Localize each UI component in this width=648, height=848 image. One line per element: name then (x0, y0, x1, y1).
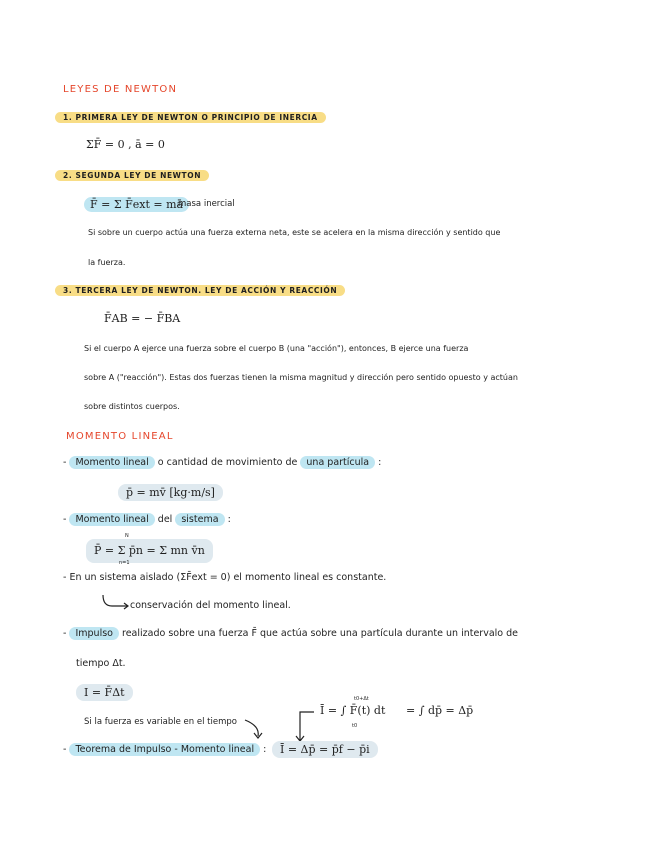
law2-formula: F̄ = Σ F̄ext = mā (84, 197, 189, 212)
dash: - (63, 628, 67, 639)
section-title-leyes-newton: LEYES DE NEWTON (63, 84, 178, 95)
conservacion-text: conservación del momento lineal. (130, 600, 291, 611)
highlight-teorema: Teorema de Impulso - Momento lineal (69, 743, 260, 756)
momento-item-4 (63, 628, 518, 639)
highlight-impulso: Impulso (69, 627, 119, 640)
law1-header: 1. PRIMERA LEY DE NEWTON O PRINCIPIO DE INERCIA (55, 112, 326, 123)
law3-text-line1: Si el cuerpo A ejerce una fuerza sobre el cuerpo B (una "acción"), entonces, B ejerce una fuerza (84, 344, 469, 353)
law2-text-line1: Si sobre un cuerpo actúa una fuerza externa neta, este se acelera en la misma dirección y sentido que (88, 228, 501, 237)
text: realizado sobre una fuerza F̄ que actúa sobre una partícula durante un intervalo de (122, 628, 519, 639)
colon: : (263, 744, 267, 755)
impulso-integral-dp: = ∫ dp̄ = Δp̄ (406, 704, 474, 717)
law3-header: 3. TERCERA LEY DE NEWTON. LEY DE ACCIÓN Y REACCIÓN (55, 285, 345, 296)
momento-item-4-cont: tiempo Δt. (76, 658, 126, 669)
impulso-integral: Ī = ∫ F̄(t) dt (320, 704, 386, 717)
teorema-formula: Ī = Δp̄ = p̄f − p̄i (272, 741, 378, 758)
law1-formula: ΣF̄ = 0 , ā = 0 (86, 138, 165, 151)
integral-lower-limit: t0 (352, 723, 358, 729)
sum-upper-limit: N (125, 533, 129, 539)
arrow-to-teorema-icon (240, 706, 320, 746)
law3-text-line3: sobre distintos cuerpos. (84, 402, 180, 411)
colon: : (227, 514, 231, 525)
sum-lower-limit: n=1 (119, 560, 130, 566)
colon: : (378, 457, 382, 468)
arrow-conservacion-icon (100, 594, 132, 612)
dash: - (63, 457, 67, 468)
section-title-momento-lineal: MOMENTO LINEAL (66, 431, 174, 442)
highlight-sistema: sistema (175, 513, 224, 526)
law2-header: 2. SEGUNDA LEY DE NEWTON (55, 170, 209, 181)
highlight-una-particula: una partícula (300, 456, 375, 469)
momento-item-3: - En un sistema aislado (ΣF̄ext = 0) el momento lineal es constante. (63, 572, 387, 583)
fuerza-variable-text: Si la fuerza es variable en el tiempo (84, 717, 237, 727)
momento-particula-formula: p̄ = mv̄ [kg·m/s] (118, 484, 223, 501)
dash: - (63, 744, 67, 755)
law3-formula: F̄AB = − F̄BA (104, 312, 181, 325)
integral-upper-limit: t0+Δt (354, 696, 369, 702)
impulso-formula: I = F̄Δt (76, 684, 133, 701)
momento-item-5 (63, 744, 266, 755)
dash: - (63, 514, 67, 525)
momento-item-1 (63, 457, 381, 468)
text: del (157, 514, 173, 525)
highlight-momento-lineal: Momento lineal (69, 513, 154, 526)
momento-sistema-formula: P̄ = Σ p̄n = Σ mn v̄n (86, 539, 213, 563)
law2-text-line2: la fuerza. (88, 258, 126, 267)
law3-text-line2: sobre A ("reacción"). Estas dos fuerzas tienen la misma magnitud y dirección pero sentido opuesto y actúan (84, 373, 518, 382)
highlight-momento-lineal: Momento lineal (69, 456, 154, 469)
text: o cantidad de movimiento de (157, 457, 298, 468)
law2-note: masa inercial (178, 199, 235, 209)
momento-item-2 (63, 514, 231, 525)
